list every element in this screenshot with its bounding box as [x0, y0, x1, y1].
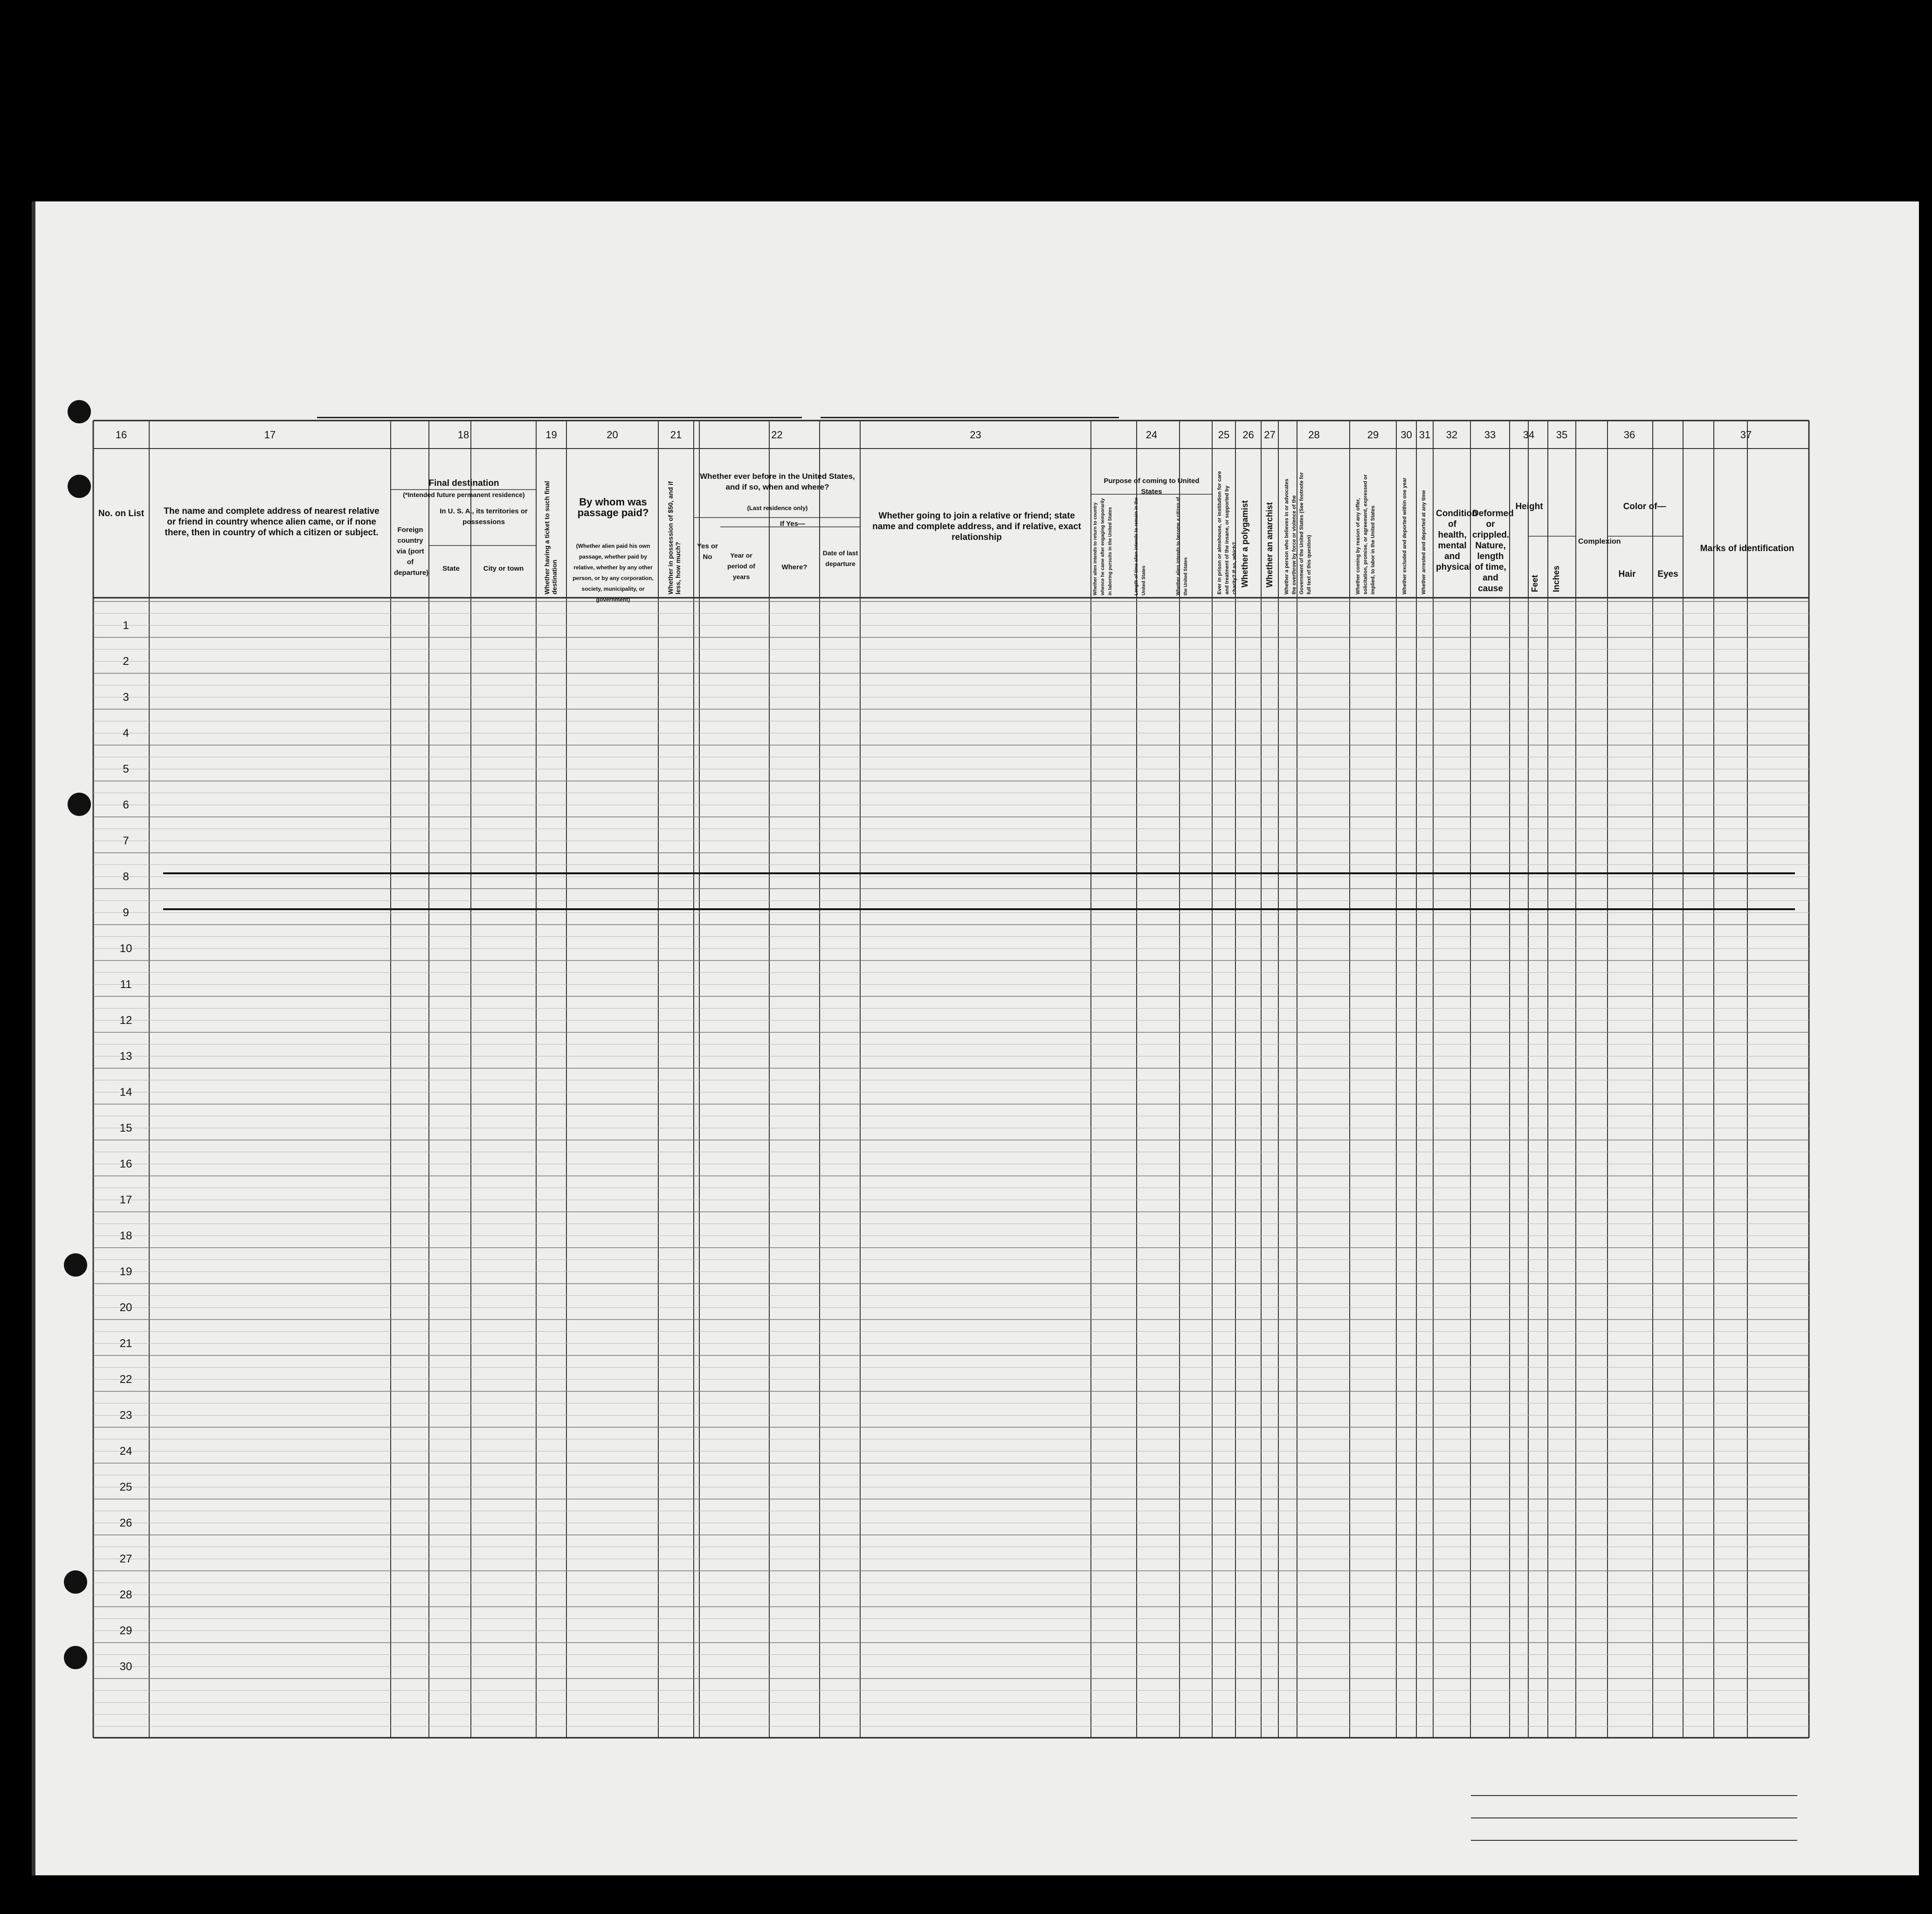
column-header: Complexion [1578, 538, 1621, 546]
row-number: 27 [119, 1553, 132, 1565]
column-number: 23 [970, 429, 981, 441]
column-header: Deformed or crippled. Nature, length of time, and cause [1472, 509, 1514, 594]
column-header: (*Intended future permanent residence) [403, 491, 525, 498]
column-header: Color of— [1623, 502, 1666, 511]
column-number: 26 [1242, 429, 1254, 441]
row-number: 17 [119, 1194, 132, 1206]
column-header-vertical: Whether an anarchist [1265, 502, 1274, 587]
column-header: Final destination [428, 478, 499, 488]
column-number: 32 [1446, 429, 1458, 441]
row-number: 26 [119, 1517, 132, 1529]
column-header: By whom was passage paid? [577, 496, 649, 518]
column-header: State [442, 565, 460, 573]
column-header: No. on List [98, 509, 145, 518]
column-number: 37 [1740, 429, 1752, 441]
column-header: (Last residence only) [747, 504, 808, 511]
column-header-vertical: Whether a person who believes in or advocates the overthrow by force or violence of the Government of the United States (See footnote for full text of this question) [1284, 472, 1312, 594]
column-header-vertical: Feet [1530, 574, 1539, 592]
row-number: 7 [123, 835, 129, 847]
column-header-vertical: Whether alien intends to return to country whence he came after engaging temporarily in laboring pursuits in the United States [1093, 498, 1113, 595]
column-header-vertical: Length of time alien intends to remain in the United States [1134, 497, 1146, 595]
row-number: 20 [119, 1301, 132, 1314]
row-number: 10 [119, 942, 132, 955]
column-header-vertical: Inches [1552, 565, 1561, 592]
column-header: Date of last departure [822, 549, 858, 567]
column-number: 35 [1556, 429, 1568, 441]
column-number: 20 [607, 429, 618, 441]
column-number: 33 [1484, 429, 1496, 441]
row-number: 2 [123, 655, 129, 668]
column-header: City or town [483, 565, 524, 573]
column-number: 30 [1401, 429, 1412, 441]
column-header: Hair [1618, 569, 1636, 579]
row-number: 28 [119, 1589, 132, 1601]
column-number: 36 [1623, 429, 1635, 441]
row-number: 12 [119, 1014, 132, 1027]
column-header-vertical: Whether alien intends to become a citizen of the United States [1176, 497, 1188, 595]
column-header-vertical: Whether a polygamist [1240, 500, 1249, 587]
row-number: 13 [119, 1050, 132, 1063]
row-number: 29 [119, 1624, 132, 1637]
column-number: 29 [1367, 429, 1379, 441]
column-number: 27 [1264, 429, 1276, 441]
column-header: Height [1515, 502, 1543, 511]
column-header-vertical: Whether excluded and deported within one year [1402, 477, 1408, 594]
row-number: 18 [119, 1230, 132, 1242]
row-number: 4 [123, 727, 129, 739]
row-number: 16 [119, 1158, 132, 1170]
column-header: (Whether alien paid his own passage, whether paid by relative, whether by any other person, or by any corporation, society, municipality, or government) [573, 543, 654, 603]
column-header: Purpose of coming to United States [1104, 477, 1200, 496]
column-header: Eyes [1657, 569, 1678, 579]
column-number: 25 [1218, 429, 1230, 441]
column-number: 24 [1145, 429, 1158, 441]
row-number: 19 [119, 1265, 132, 1278]
column-number: 19 [545, 429, 557, 441]
row-number: 1 [123, 619, 129, 632]
column-number: 18 [457, 429, 469, 441]
row-number: 23 [119, 1409, 132, 1422]
column-header: Year or period of years [727, 552, 755, 580]
column-header: Whether going to join a relative or friend; state name and complete address, and if relative, exact relationship [872, 511, 1081, 542]
column-number: 22 [771, 429, 783, 441]
agents-underline [1471, 1840, 1797, 1841]
column-number: 28 [1308, 429, 1320, 441]
column-header: Whether ever before in the United States, and if so, when and where? [700, 472, 855, 491]
column-header: In U. S. A., its territories or possessions [440, 507, 528, 526]
column-header: The name and complete address of nearest relative or friend in country whence alien came, or if none there, then in country of which a citizen or subject. [164, 506, 380, 538]
column-header: Foreign country via (port of departure) [394, 526, 429, 577]
row-number: 9 [123, 906, 129, 919]
row-number: 11 [120, 978, 132, 991]
column-header: Marks of identification [1700, 544, 1794, 553]
row-number: 24 [119, 1445, 132, 1458]
column-number: 16 [115, 429, 127, 441]
row-number: 30 [119, 1660, 132, 1673]
line-underline [1471, 1795, 1797, 1796]
row-number: 15 [119, 1122, 132, 1134]
column-header-vertical: Ever in prison or almshouse, or institution for care and treatment of the insane, or supported by charity? If so, which? [1217, 471, 1237, 594]
row-number: 21 [119, 1337, 132, 1350]
column-header: If Yes— [780, 520, 805, 528]
column-number: 21 [670, 429, 682, 441]
row-number: 22 [119, 1373, 132, 1386]
column-header-vertical: Whether in possession of $50, and if less, how much? [667, 481, 682, 594]
column-number: 34 [1523, 429, 1535, 441]
column-number: 17 [264, 429, 276, 441]
row-number: 5 [123, 763, 129, 775]
column-header: Condition of health, mental and physical [1436, 509, 1477, 572]
row-number: 25 [119, 1481, 132, 1493]
owners-underline [1471, 1817, 1797, 1818]
column-header: Yes or No [697, 542, 718, 561]
column-number: 31 [1419, 429, 1431, 441]
column-header-vertical: Whether coming by reason of any offer, solicitation, promise, or agreement, expressed or implied, to labor in the United States [1355, 474, 1376, 594]
column-header-vertical: Whether arrested and deported at any time [1421, 490, 1427, 594]
row-number: 6 [123, 799, 129, 811]
column-header-vertical: Whether having a ticket to such final destination [543, 481, 558, 594]
column-header: Where? [781, 563, 807, 571]
row-number: 14 [119, 1086, 132, 1099]
row-number: 8 [123, 871, 129, 883]
row-number: 3 [123, 691, 129, 704]
